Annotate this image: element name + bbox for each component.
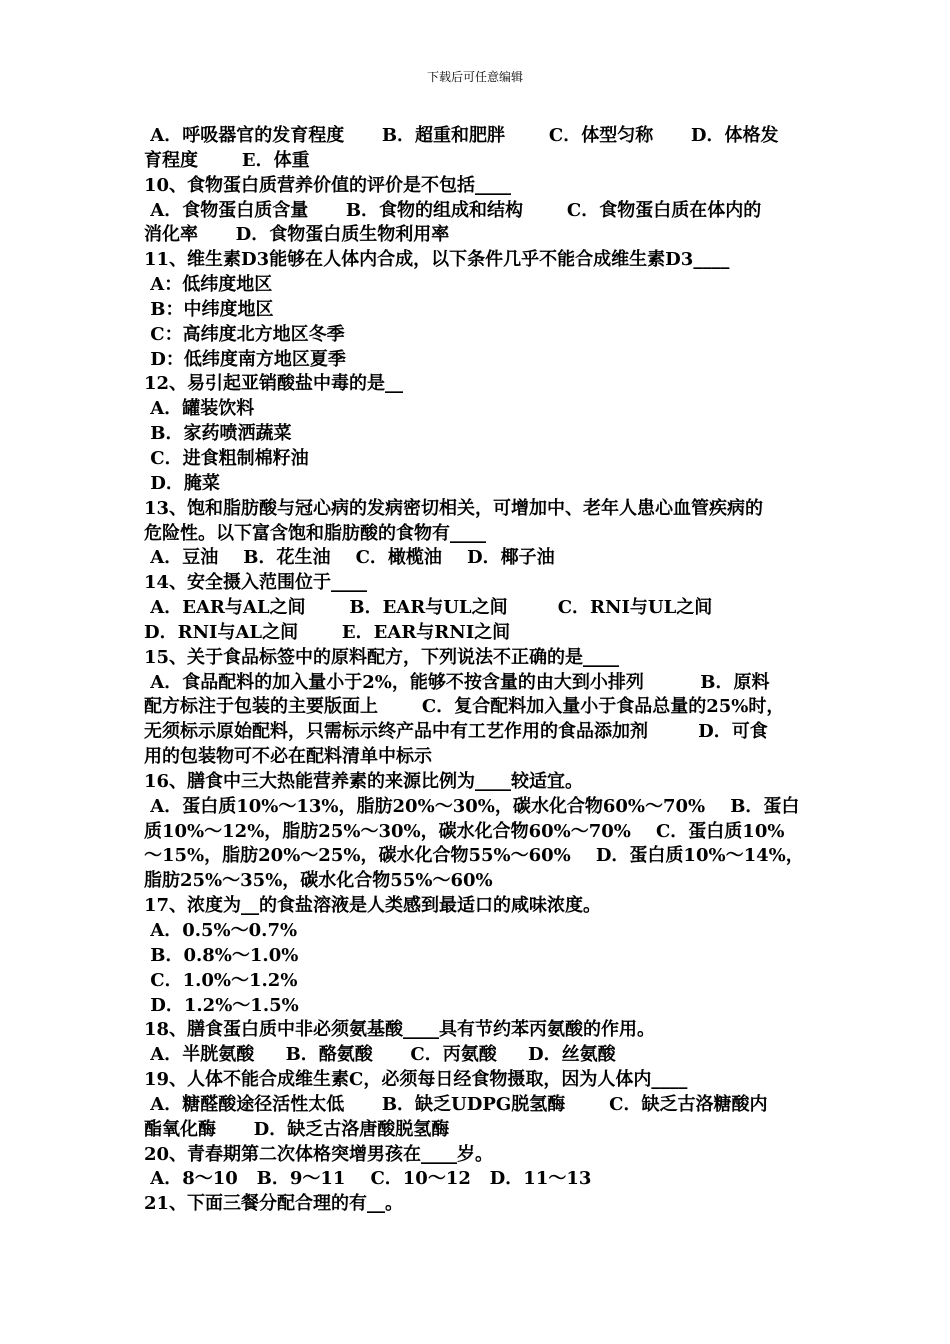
- option-line: A．罐装饮料: [144, 398, 255, 420]
- text-line: 质10%～12%，脂肪25%～30%，碳水化合物60%～70% C．蛋白质10%: [144, 820, 785, 842]
- text-line: A．食物蛋白质含量 B．食物的组成和结构 C．食物蛋白质在体内的: [144, 199, 762, 221]
- option-line: A：低纬度地区: [144, 274, 273, 296]
- text-line: 消化率 D．食物蛋白质生物利用率: [144, 224, 450, 246]
- text-line: ～15%，脂肪20%～25%，碳水化合物55%～60% D．蛋白质10%～14%，: [144, 845, 804, 867]
- question-15: 15、关于食品标签中的原料配方，下列说法不正确的是____: [144, 646, 620, 668]
- text-line: A．糖醛酸途径活性太低 B．缺乏UDPG脱氢酶 C．缺乏古洛糖酸内: [144, 1093, 768, 1115]
- text-line: 脂肪25%～35%，碳水化合物55%～60%: [144, 870, 493, 892]
- question-16: 16、膳食中三大热能营养素的来源比例为____较适宜。: [144, 770, 584, 792]
- option-line: C．进食粗制棉籽油: [144, 447, 309, 469]
- option-line: B：中纬度地区: [144, 298, 274, 320]
- option-line: B．0.8%～1.0%: [144, 944, 299, 966]
- text-line: 无须标示原始配料，只需标示终产品中有工艺作用的食品添加剂 D．可食: [144, 721, 768, 743]
- text-line: A．食品配料的加入量小于2%，能够不按含量的由大到小排列 B．原料: [144, 671, 770, 693]
- option-line: A．半胱氨酸 B．酪氨酸 C．丙氨酸 D．丝氨酸: [144, 1044, 616, 1066]
- question-17: 17、浓度为__的食盐溶液是人类感到最适口的咸味浓度。: [144, 895, 602, 917]
- text-line: 育程度 E．体重: [144, 149, 310, 171]
- option-line: B．家药喷洒蔬菜: [144, 423, 292, 445]
- text-line: A．蛋白质10%～13%，脂肪20%～30%，碳水化合物60%～70% B．蛋白: [144, 795, 800, 817]
- question-11: 11、维生素D3能够在人体内合成，以下条件几乎不能合成维生素D3____: [144, 249, 730, 271]
- option-line: C：高纬度北方地区冬季: [144, 323, 345, 345]
- option-line: D．1.2%～1.5%: [144, 994, 299, 1016]
- text-line: 酯氧化酶 D．缺乏古洛唐酸脱氢酶: [144, 1118, 450, 1140]
- option-line: C．1.0%～1.2%: [144, 969, 298, 991]
- option-line: D．腌菜: [144, 472, 220, 494]
- option-line: D：低纬度南方地区夏季: [144, 348, 346, 370]
- option-line: A．豆油 B．花生油 C．橄榄油 D．椰子油: [144, 547, 555, 569]
- question-18: 18、膳食蛋白质中非必须氨基酸____具有节约苯丙氨酸的作用。: [144, 1019, 656, 1041]
- document-body: [144, 124, 820, 1217]
- question-19: 19、人体不能合成维生素C，必须每日经食物摄取，因为人体内____: [144, 1069, 688, 1091]
- option-line: D．RNI与AL之间 E．EAR与RNI之间: [144, 621, 511, 643]
- question-20: 20、青春期第二次体格突增男孩在____岁。: [144, 1143, 494, 1165]
- question-14: 14、安全摄入范围位于____: [144, 572, 368, 594]
- text-line: 用的包装物可不必在配料清单中标示: [144, 746, 432, 768]
- text-line: 配方标注于包装的主要版面上 C．复合配料加入量小于食品总量的25%时，: [144, 696, 785, 718]
- question-21: 21、下面三餐分配合理的有__。: [144, 1193, 404, 1215]
- question-10: 10、食物蛋白质营养价值的评价是不包括____: [144, 174, 512, 196]
- question-12: 12、易引起亚销酸盐中毒的是__: [144, 373, 404, 395]
- option-line: A．8～10 B．9～11 C．10～12 D．11～13: [144, 1168, 592, 1190]
- option-line: A．EAR与AL之间 B．EAR与UL之间 C．RNI与UL之间: [144, 597, 713, 619]
- question-13: 13、饱和脂肪酸与冠心病的发病密切相关，可增加中、老年人患心血管疾病的: [144, 497, 764, 519]
- page-header: 下载后可任意编辑: [426, 70, 523, 84]
- text-line: 危险性。以下富含饱和脂肪酸的食物有____: [144, 522, 486, 544]
- text-line: A．呼吸器官的发育程度 B．超重和肥胖 C．体型匀称 D．体格发: [144, 125, 779, 146]
- option-line: A．0.5%～0.7%: [144, 920, 298, 941]
